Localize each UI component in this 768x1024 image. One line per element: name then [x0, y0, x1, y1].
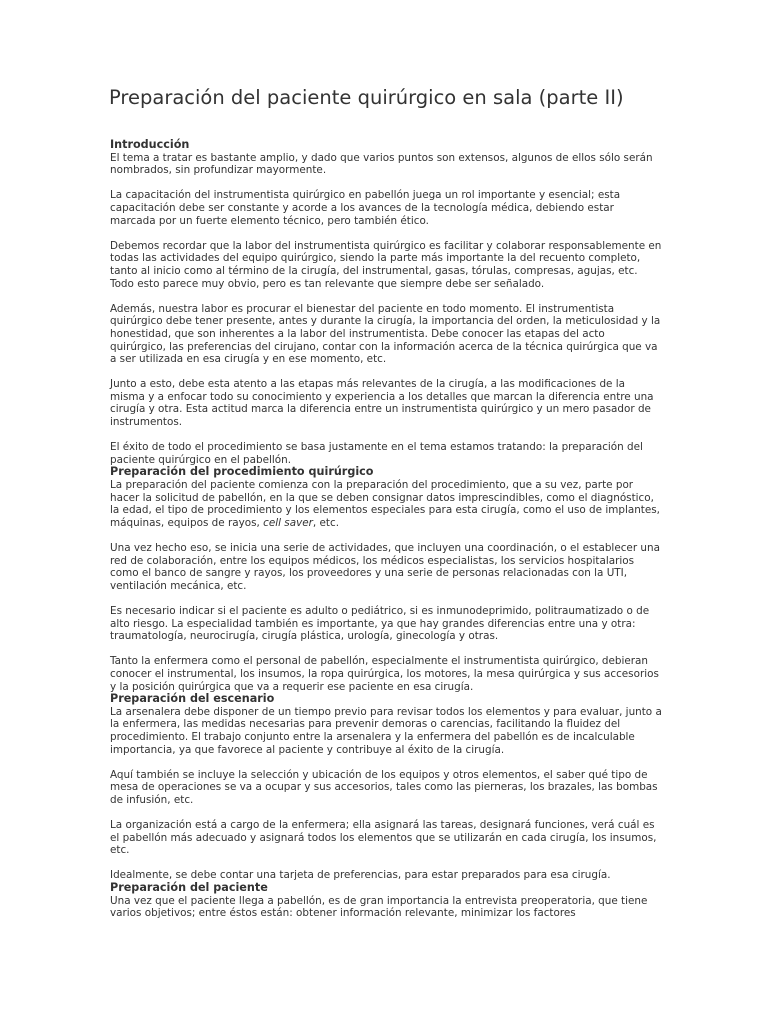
paragraph: El éxito de todo el procedimiento se basa justamente en el tema estamos tratando: la preparación del paciente quirúrgico en el pabellón. — [110, 441, 643, 466]
paragraph: Idealmente, se debe contar una tarjeta de preferencias, para estar preparados para esa cirugía. — [110, 869, 611, 882]
section-heading-paciente: Preparación del paciente — [110, 881, 268, 895]
paragraph: Aquí también se incluye la selección y ubicación de los equipos y otros elementos, el saber qué tipo de mesa de operaciones se va a ocupar y sus accesorios, tales como las pierneras, los brazales, las bombas de infusión, etc. — [110, 768, 658, 806]
paragraph-text: La preparación del paciente comienza con la preparación del procedimiento, que a su vez, parte por hacer la solicitud de pabellón, en la que se deben consignar datos imprescindibles, como el diagnóstico, la edad, el tipo de procedimiento y los elementos especiales para esta cirugía, como el uso de implantes, máquinas, equipos de rayos, — [110, 479, 660, 529]
paragraph: La arsenalera debe disponer de un tiempo previo para revisar todos los elementos y para evaluar, junto a la enfermera, las medidas necesarias para prevenir demoras o carencias, facilitando la fluidez del procedimiento. El trabajo conjunto entre la arsenalera y la enfermera del pabellón es de incalculable importancia, ya que favorece al paciente y contribuye al éxito de la cirugía. — [110, 705, 662, 756]
emphasis-term: cell saver — [263, 516, 313, 529]
paragraph: Una vez hecho eso, se inicia una serie de actividades, que incluyen una coordinación, o el establecer una red de colaboración, entre los equipos médicos, los médicos especialistas, los servicios hospitalarios como el banco de sangre y rayos, los proveedores y una serie de personas relacionadas con la UTI, ventilación mecánica, etc. — [110, 542, 660, 592]
paragraph: La capacitación del instrumentista quirúrgico en pabellón juega un rol importante y esencial; esta capacitación debe ser constante y acorde a los avances de la tecnología médica, debiendo estar marcada por un fuerte elemento técnico, pero también ético. — [110, 189, 621, 227]
paragraph-tail: , etc. — [312, 516, 339, 529]
paragraph: Es necesario indicar si el paciente es adulto o pediátrico, si es inmunodeprimido, politraumatizado o de alto riesgo. La especialidad también es importante, ya que hay grandes diferencias entre una y otra: traumatología, neurocirugía, cirugía plástica, urología, ginecología y otras. — [110, 604, 650, 643]
article-body — [110, 139, 662, 920]
section-heading-introduccion: Introducción — [110, 138, 190, 151]
paragraph: Junto a esto, debe esta atento a las etapas más relevantes de la cirugía, a las modificaciones de la misma y a enfocar todo su conocimiento y experiencia a los detalles que marcan la diferencia entre una cirugía y otra. Esta actitud marca la diferencia entre un instrumentista quirúrgico y un mero pasador de instrumentos. — [110, 378, 654, 429]
paragraph: Debemos recordar que la labor del instrumentista quirúrgico es facilitar y colaborar responsablemente en todas las actividades del equipo quirúrgico, siendo la parte más importante la del recuento completo, tanto al inicio como al término de la cirugía, del instrumental, gasas, tórulas, compresas, agujas, etc. Todo esto parece muy obvio, pero es tan relevante que siempre debe ser señalado. — [110, 239, 662, 290]
section-heading-escenario: Preparación del escenario — [110, 692, 275, 706]
paragraph: La organización está a cargo de la enfermera; ella asignará las tareas, designará funciones, verá cuál es el pabellón más adecuado y asignará todos los elementos que se utilizarán en cada cirugía, los insumos, etc. — [110, 819, 657, 857]
page-title: Preparación del paciente quirúrgico en sala (parte II) — [109, 86, 624, 109]
paragraph: Además, nuestra labor es procurar el bienestar del paciente en todo momento. El instrumentista quirúrgico debe tener presente, antes y durante la cirugía, la importancia del orden, la meticulosidad y la honestidad, que son inherentes a la labor del instrumentista. Debe conocer las etapas del acto quirúrgico, las preferencias del cirujano, contar con la información acerca de la técnica quirúrgica que va a ser utilizada en esa cirugía y en ese momento, etc. — [110, 302, 661, 366]
paragraph — [110, 479, 662, 529]
paragraph: Tanto la enfermera como el personal de pabellón, especialmente el instrumentista quirúrgico, debieran conocer el instrumental, los insumos, la ropa quirúrgica, los motores, la mesa quirúrgica y sus accesorios y la posición quirúrgica que va a requerir ese paciente en esa cirugía. — [110, 655, 659, 693]
paragraph: Una vez que el paciente llega a pabellón, es de gran importancia la entrevista preoperatoria, que tiene varios objetivos; entre éstos están: obtener información relevante, minimizar los factores — [110, 894, 648, 920]
section-heading-procedimiento: Preparación del procedimiento quirúrgico — [110, 465, 374, 479]
paragraph: El tema a tratar es bastante amplio, y dado que varios puntos son extensos, algunos de ellos sólo serán nombrados, sin profundizar mayormente. — [110, 151, 653, 177]
